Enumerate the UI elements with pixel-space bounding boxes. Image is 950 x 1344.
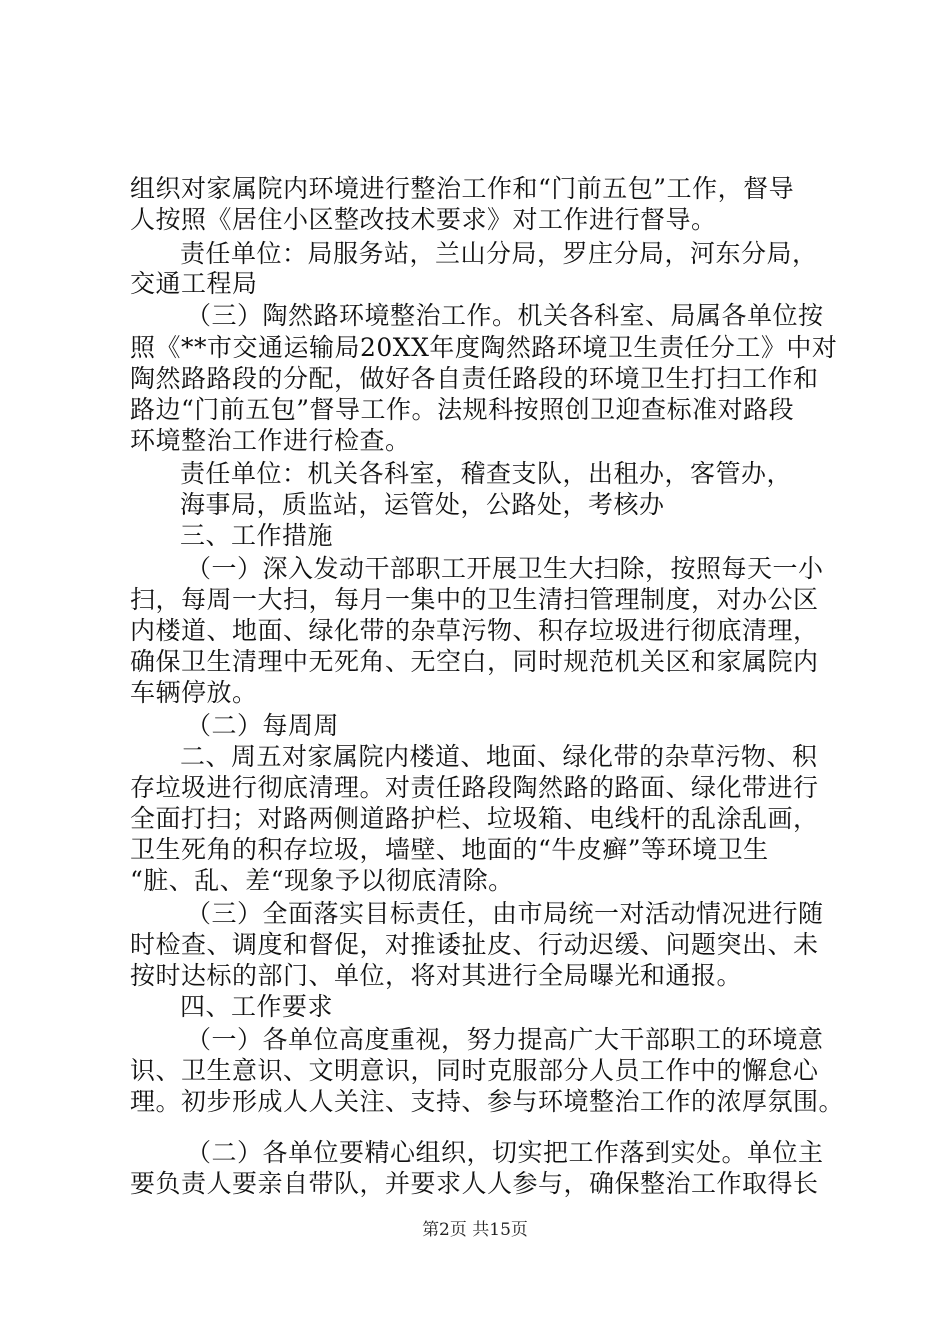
text-line: 存垃圾进行彻底清理。对责任路段陶然路的路面、绿化带进行 — [130, 773, 819, 802]
text-line: 环境整治工作进行检查。 — [130, 426, 411, 455]
text-line: 识、卫生意识、文明意识，同时克服部分人员工作中的懈怠心 — [130, 1056, 819, 1085]
text-line: 确保卫生清理中无死角、无空白，同时规范机关区和家属院内 — [130, 647, 819, 676]
text-line: 交通工程局 — [130, 269, 258, 298]
text-line: 按时达标的部门、单位，将对其进行全局曝光和通报。 — [130, 961, 743, 990]
section-heading: 三、工作措施 — [180, 521, 334, 550]
text-line: 组织对家属院内环境进行整治工作和“门前五包”工作，督导 — [130, 174, 795, 203]
text-line: 陶然路路段的分配，做好各自责任路段的环境卫生打扫工作和 — [130, 364, 819, 393]
section-heading: 四、工作要求 — [180, 992, 334, 1021]
text-line: 二、周五对家属院内楼道、地面、绿化带的杂草污物、积 — [180, 742, 818, 771]
text-line: （一）各单位高度重视，努力提高广大干部职工的环境意 — [186, 1025, 824, 1054]
text-line: 内楼道、地面、绿化带的杂草污物、积存垃圾进行彻底清理， — [130, 616, 819, 645]
text-line: 照《**市交通运输局20XX年度陶然路环境卫生责任分工》中对 — [130, 333, 838, 362]
text-line: （一）深入发动干部职工开展卫生大扫除，按照每天一小 — [186, 554, 824, 583]
text-line: 要负责人要亲自带队，并要求人人参与，确保整治工作取得长 — [130, 1169, 819, 1198]
text-line: 责任单位：局服务站，兰山分局，罗庄分局，河东分局， — [180, 239, 818, 268]
text-line: 海事局，质监站，运管处，公路处，考核办 — [180, 490, 665, 519]
text-line: “脏、乱、差“现象予以彻底清除。 — [130, 866, 514, 895]
text-line: 责任单位：机关各科室，稽查支队，出租办，客管办， — [180, 459, 793, 488]
text-line: 全面打扫；对路两侧道路护栏、垃圾箱、电线杆的乱涂乱画， — [130, 804, 819, 833]
text-line: 路边“门前五包”督导工作。法规科按照创卫迎查标准对路段 — [130, 395, 795, 424]
text-line: （三）陶然路环境整治工作。机关各科室、局属各单位按 — [186, 301, 824, 330]
text-line: 理。初步形成人人关注、支持、参与环境整治工作的浓厚氛围。 — [130, 1087, 845, 1116]
text-line: （二）每周周 — [186, 711, 340, 740]
text-line: 卫生死角的积存垃圾，墙壁、地面的“牛皮癣”等环境卫生 — [130, 835, 769, 864]
text-line: 扫，每周一大扫，每月一集中的卫生清扫管理制度，对办公区 — [130, 585, 819, 614]
text-line: （二）各单位要精心组织，切实把工作落到实处。单位主 — [186, 1138, 824, 1167]
text-line: （三）全面落实目标责任，由市局统一对活动情况进行随 — [186, 899, 824, 928]
page-footer: 第2页 共15页 — [422, 1220, 528, 1240]
text-line: 人按照《居住小区整改技术要求》对工作进行督导。 — [130, 205, 717, 234]
text-line: 时检查、调度和督促，对推诿扯皮、行动迟缓、问题突出、未 — [130, 930, 819, 959]
text-line: 车辆停放。 — [130, 678, 258, 707]
